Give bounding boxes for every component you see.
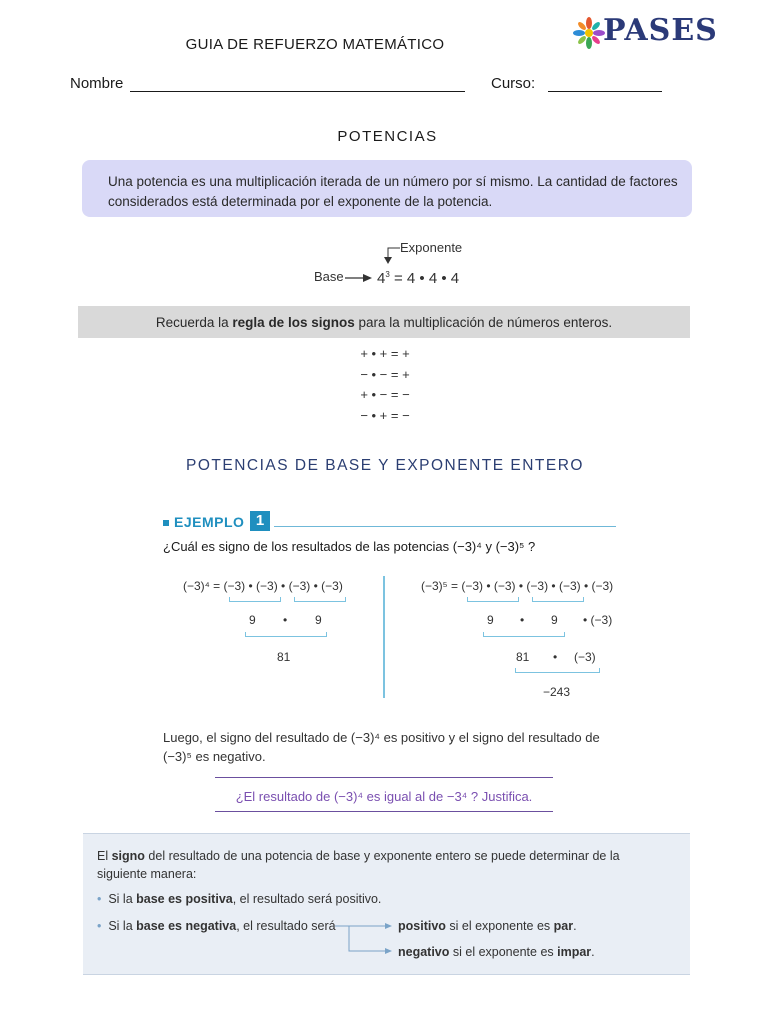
- brace: [294, 597, 346, 602]
- right-calc-9a: 9: [487, 613, 494, 627]
- brace: [483, 632, 565, 637]
- left-calc-line1: (−3)⁴ = (−3) • (−3) • (−3) • (−3): [183, 579, 343, 593]
- bullet1-bold: base es positiva: [136, 892, 233, 906]
- example-label: EJEMPLO: [174, 514, 245, 530]
- right-calc-neg3: • (−3): [583, 613, 613, 627]
- nombre-label: Nombre: [70, 75, 124, 92]
- sign-rule-item: + • − = −: [360, 387, 410, 402]
- curso-input-line[interactable]: [548, 91, 662, 92]
- brace: [515, 668, 600, 673]
- nombre-input-line[interactable]: [130, 91, 465, 92]
- exponent-arrow-icon: [380, 243, 402, 267]
- example-question: ¿Cuál es signo de los resultados de las potencias (−3)⁴ y (−3)⁵ ?: [163, 539, 536, 554]
- left-calc-9a: 9: [249, 613, 256, 627]
- base-arrow-icon: [345, 273, 373, 283]
- calc-divider: [383, 576, 385, 698]
- branch-negative: [398, 945, 595, 959]
- brace: [467, 597, 519, 602]
- branch-arrows-icon: [335, 921, 395, 955]
- right-calc-line1: (−3)⁵ = (−3) • (−3) • (−3) • (−3) • (−3): [421, 579, 614, 593]
- sign-rule-prefix: Recuerda la: [155, 315, 233, 330]
- branch1-bold2: par: [553, 919, 574, 933]
- intro-bold: signo: [111, 849, 145, 863]
- right-calc-result: −243: [543, 685, 571, 699]
- power-expansion: 4 • 4 • 4: [406, 270, 460, 287]
- info-bullet-negative: [97, 919, 336, 933]
- bullet1-text-a: Si la: [108, 892, 137, 906]
- right-calc-81: 81: [516, 650, 530, 664]
- left-calc-result: 81: [277, 650, 291, 664]
- bullet2-text-b: , el resultado será: [236, 919, 336, 933]
- sign-rule-text: [78, 315, 690, 330]
- branch2-end: .: [591, 945, 595, 959]
- sign-rule-bold: regla de los signos: [232, 315, 355, 330]
- bullet-icon: •: [97, 892, 102, 906]
- intro-text-a: El: [97, 849, 112, 863]
- bullet-icon: •: [97, 919, 102, 933]
- definition-text: Una potencia es una multiplicación iterada de un número por sí mismo. La cantidad de factores considerados está determinada por el exponente de la potencia.: [108, 174, 678, 209]
- sign-rule-item: + • + = +: [360, 346, 410, 361]
- right-calc-9b: 9: [551, 613, 558, 627]
- right-calc-dot: •: [520, 613, 525, 627]
- example-rule: [274, 526, 616, 527]
- left-calc-dot: •: [283, 613, 288, 627]
- power-equation: $4^3 = 4$ • 4 • 4: [377, 270, 460, 287]
- branch1-end: .: [573, 919, 577, 933]
- branch-positive: [398, 919, 577, 933]
- conclusion-text: Luego, el signo del resultado de (−3)⁴ es positivo y el signo del resultado de (−3)⁵ es negativo.: [163, 730, 600, 764]
- curso-label: Curso:: [491, 75, 536, 92]
- brace: [229, 597, 281, 602]
- power-exponent: 3: [385, 270, 390, 279]
- branch1-text: si el exponente es: [445, 919, 554, 933]
- left-calc-9b: 9: [315, 613, 322, 627]
- sign-rules-list: [345, 344, 425, 426]
- logo-text: PASES: [603, 13, 718, 48]
- info-bullet-positive: [97, 892, 381, 906]
- reflection-bottom-rule: [215, 811, 553, 812]
- branch2-bold: negativo: [398, 945, 450, 959]
- example-number-badge: 1: [250, 511, 270, 531]
- sign-rule-item: − • + = −: [360, 407, 410, 423]
- sign-info-intro: [97, 847, 657, 883]
- sign-rule-suffix: para la multiplicación de números enteros.: [354, 315, 613, 330]
- example-bullet-icon: [163, 520, 169, 526]
- branch2-bold2: impar: [557, 945, 592, 959]
- brace: [532, 597, 584, 602]
- section-heading-base-exponente: POTENCIAS DE BASE Y EXPONENTE ENTERO: [186, 457, 584, 474]
- branch2-text: si el exponente es: [449, 945, 558, 959]
- power-base: 4: [377, 270, 386, 287]
- sign-rule-item: − • − = +: [360, 366, 410, 382]
- branch1-bold: positivo: [398, 919, 446, 933]
- section-heading-potencias: POTENCIAS: [337, 128, 438, 145]
- right-calc-dot2: •: [553, 650, 558, 664]
- reflection-top-rule: [215, 777, 553, 778]
- bullet2-bold: base es negativa: [136, 919, 237, 933]
- right-calc-neg3b: (−3): [574, 650, 596, 664]
- intro-text-b: del resultado de una potencia de base y exponente entero se puede determinar de la siguiente manera:: [97, 849, 620, 881]
- bullet2-text-a: Si la: [108, 919, 137, 933]
- bullet1-text-b: , el resultado será positivo.: [232, 892, 382, 906]
- base-label: Base: [314, 269, 344, 284]
- reflection-question: ¿El resultado de (−3)⁴ es igual al de −3⁴ ? Justifica.: [235, 789, 533, 804]
- brace: [245, 632, 327, 637]
- exponent-label: Exponente: [400, 240, 463, 255]
- flower-logo-icon: [572, 16, 606, 50]
- document-title: GUIA DE REFUERZO MATEMÁTICO: [185, 36, 445, 53]
